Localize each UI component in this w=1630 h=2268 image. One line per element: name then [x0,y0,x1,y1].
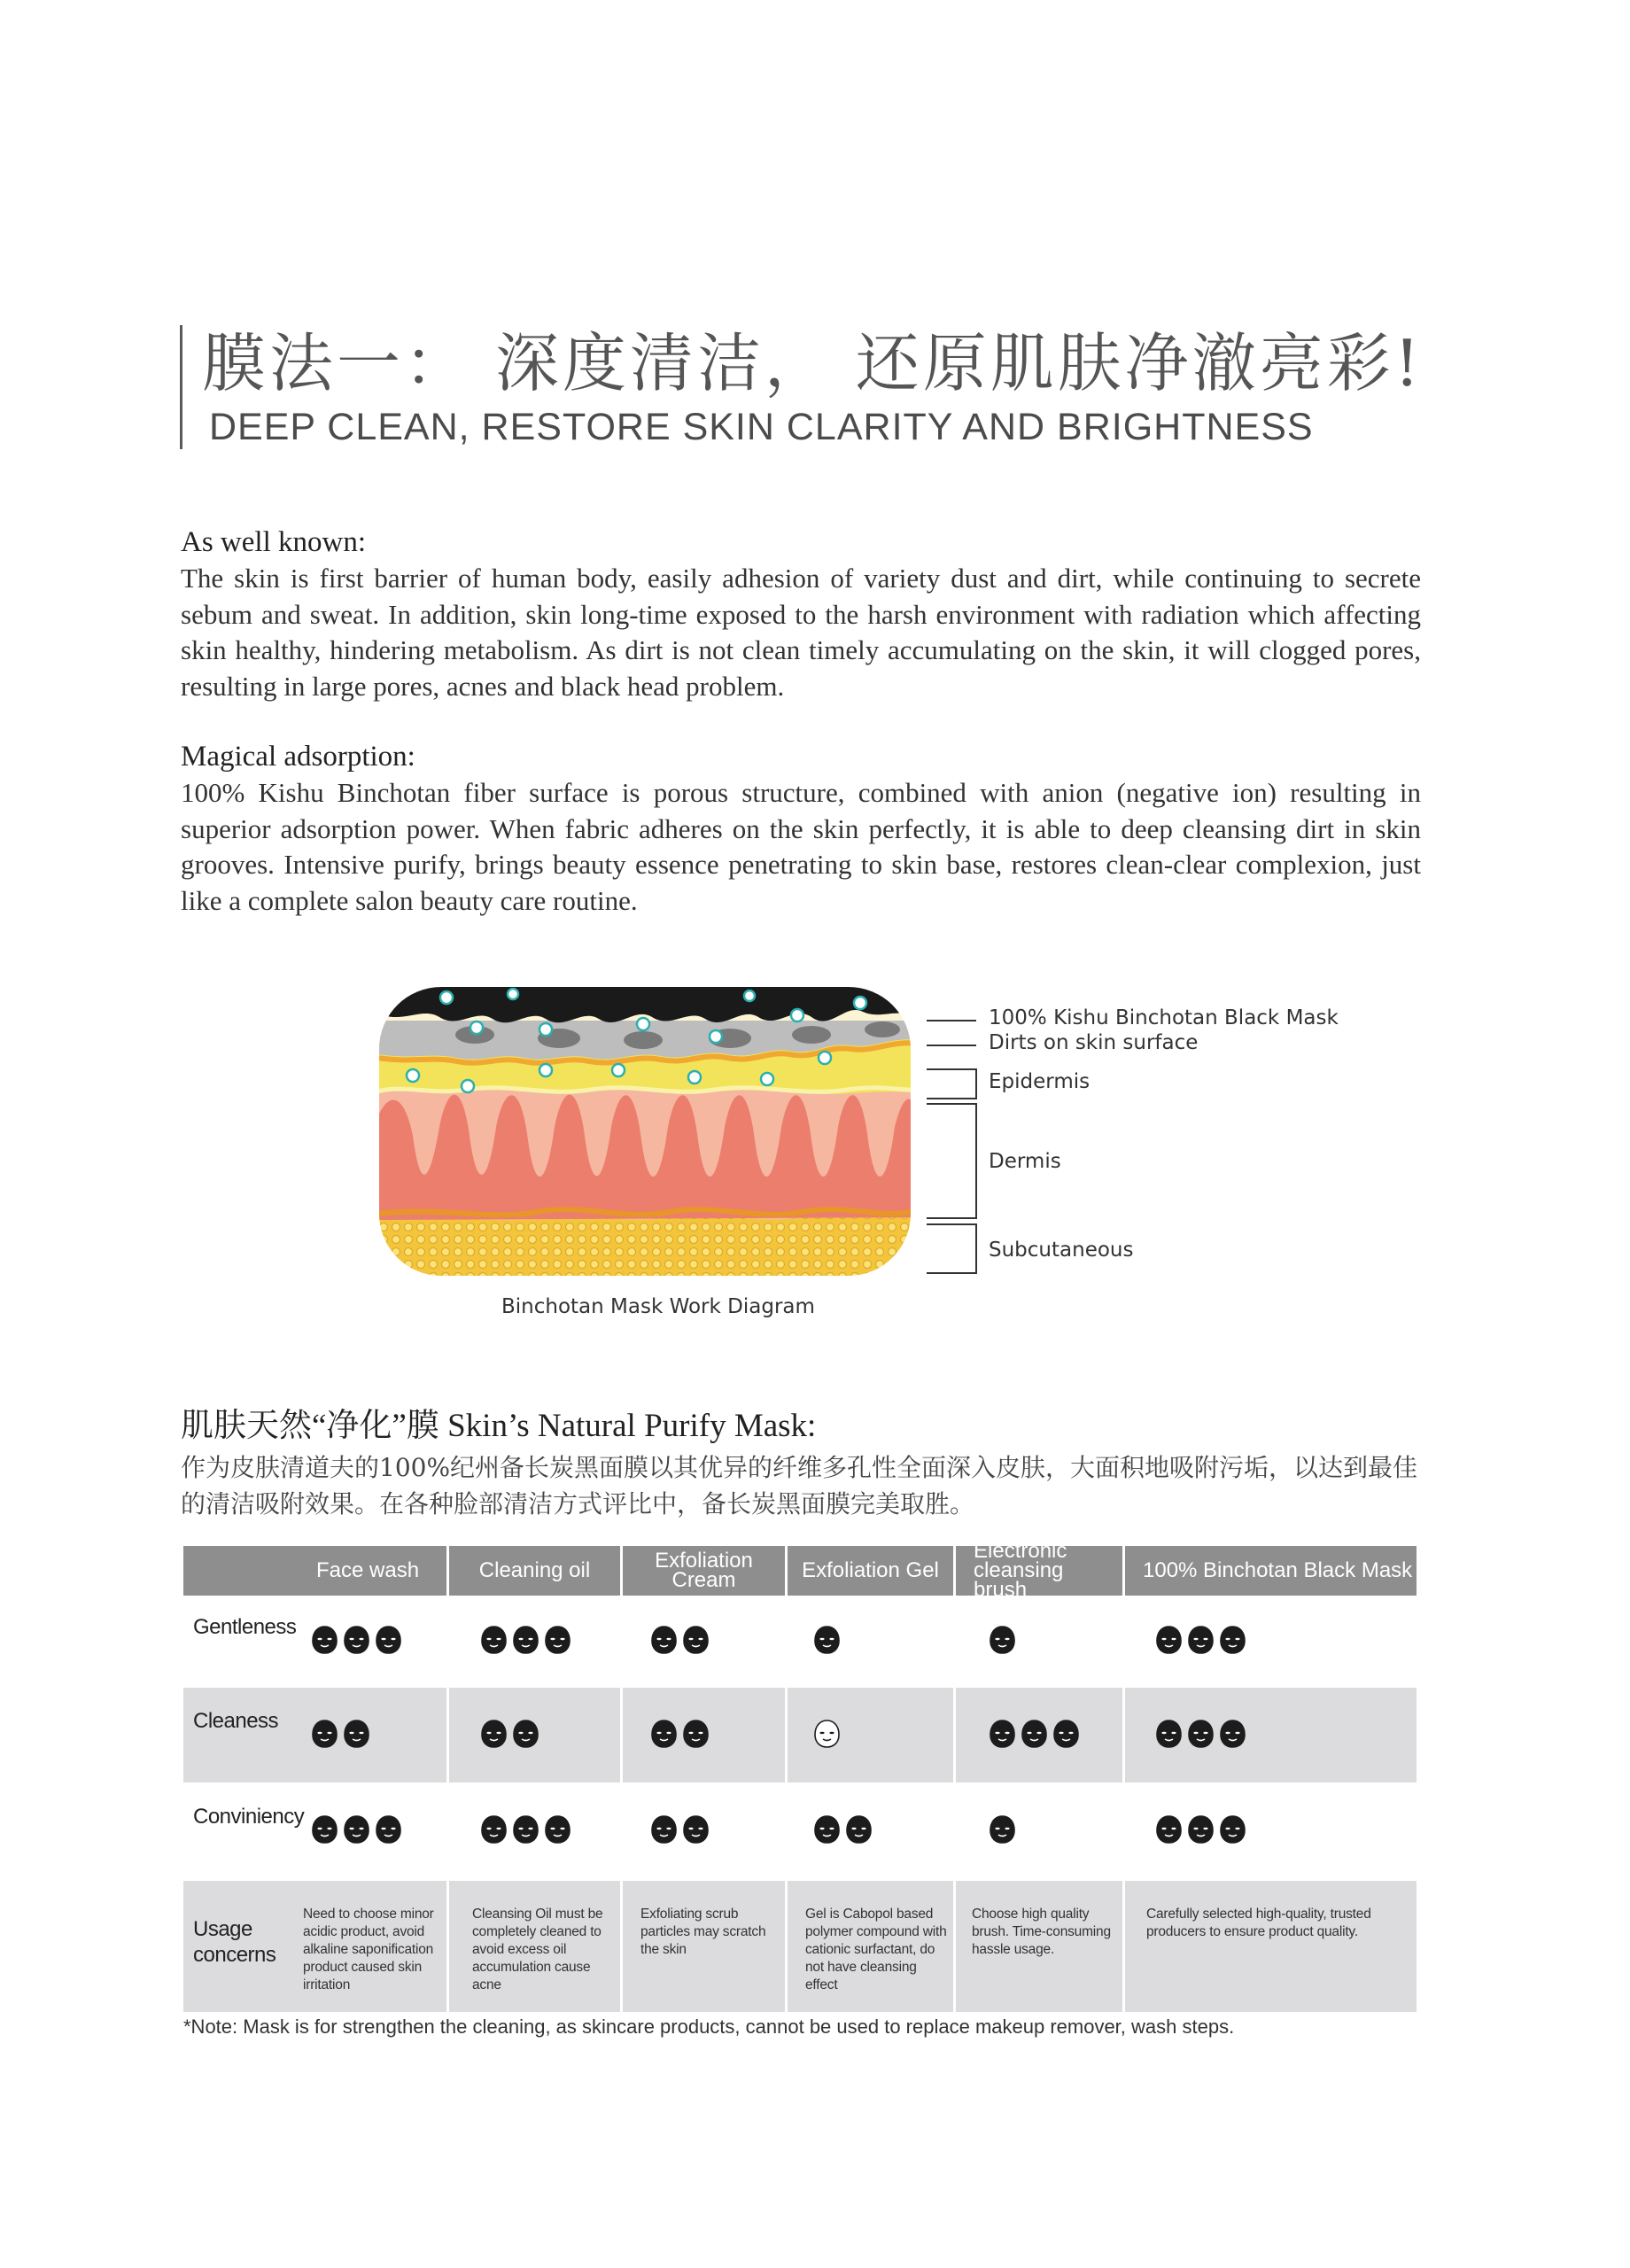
rating-icons [312,1815,401,1844]
black-mask-face-icon [651,1815,677,1844]
row-label: Cleaness [193,1708,279,1733]
label-epidermis: Epidermis [989,1070,1091,1093]
black-mask-face-icon [481,1720,507,1748]
rating-icons [481,1626,570,1654]
rating-icons [814,1626,840,1654]
usage-note: Need to choose minor acidic product, avoid alkaline saponification product caused skin irritation [303,1907,434,1992]
table-cell [956,1785,1122,1877]
black-mask-face-icon [814,1626,840,1654]
black-mask-face-icon [1156,1626,1182,1654]
rating-icons [1156,1626,1246,1654]
black-mask-face-icon [513,1815,539,1844]
black-mask-face-icon [651,1720,677,1748]
row-label-usage: Usage concerns [193,1917,276,1967]
black-mask-face-icon [545,1626,570,1654]
binchotan-diagram [377,985,1339,1340]
usage-note: Cleansing Oil must be completely cleaned to avoid excess oil accumulation cause acne [472,1907,603,1992]
usage-note: Gel is Cabopol based polymer compound with cationic surfactant, do not have cleansing effect [805,1907,947,1992]
black-mask-face-icon [1021,1720,1047,1748]
white-mask-face-icon [814,1720,840,1748]
black-mask-face-icon [814,1815,840,1844]
black-mask-face-icon [513,1720,539,1748]
table-header [183,1539,1417,1602]
diagram-caption: Binchotan Mask Work Diagram [501,1295,815,1318]
title-accent-bar [180,325,182,449]
table-cell [788,1597,953,1685]
black-mask-face-icon [312,1626,338,1654]
rating-icons [1156,1720,1246,1748]
black-mask-face-icon [1156,1815,1182,1844]
black-mask-face-icon [651,1626,677,1654]
row-label: Gentleness [193,1614,297,1639]
table-row [183,1597,1417,1685]
rating-icons [990,1815,1015,1844]
rating-icons [990,1720,1079,1748]
black-mask-face-icon [1188,1626,1214,1654]
rating-icons [651,1815,709,1844]
table-row [183,1688,1417,1783]
rating-icons [651,1720,709,1748]
row-label: Conviniency [193,1805,305,1829]
purify-heading: 肌肤天然“净化”膜 Skin’s Natural Purify Mask: [181,1408,817,1444]
rating-icons [1156,1815,1246,1844]
rating-icons [481,1815,570,1844]
black-mask-face-icon [990,1720,1015,1748]
rating-icons [312,1720,369,1748]
black-mask-face-icon [513,1626,539,1654]
rating-icons [990,1626,1015,1654]
usage-note: Carefully selected high-quality, trusted producers to ensure product quality. [1146,1907,1371,1939]
black-mask-face-icon [344,1626,369,1654]
page-title-zh: 膜法一： 深度清洁， 还原肌肤净澈亮彩! [202,326,1424,400]
table-row-usage [183,1881,1417,2012]
purify-body: 作为皮肤清道夫的100%纪州备长炭黑面膜以其优异的纤维多孔性全面深入皮肤，大面积地吸附污垢，以达到最佳的清洁吸附效果。在各种脸部清洁方式评比中，备长炭黑面膜完美取胜。 [181,1453,1418,1518]
black-mask-face-icon [376,1626,401,1654]
table-cell [1125,1881,1417,2012]
black-mask-face-icon [1188,1720,1214,1748]
black-mask-face-icon [376,1815,401,1844]
table-cell [788,1688,953,1783]
section-body-known: The skin is first barrier of human body, easily adhesion of variety dust and dirt, while continuing to secrete sebum and sweat. In addition, skin long-time exposed to the harsh environment with radiation which affecting skin healthy, hindering metabolism. As dirt is not clean timely accumulating on the skin, it will clogged pores, resulting in large pores, acnes and black head problem. [181,563,1421,702]
section-heading-known: As well known: [181,526,366,558]
rating-icons [481,1720,539,1748]
black-mask-face-icon [1156,1720,1182,1748]
black-mask-face-icon [1220,1815,1246,1844]
black-mask-face-icon [683,1815,709,1844]
black-mask-face-icon [481,1626,507,1654]
footnote: *Note: Mask is for strengthen the cleaning, as skincare products, cannot be used to replace makeup remover, wash steps. [183,2016,1235,2038]
label-dirts: Dirts on skin surface [989,1031,1199,1054]
column-header-4: Electronic cleansing brush [956,1546,1122,1596]
column-header-0: Face wash [183,1546,446,1596]
black-mask-face-icon [683,1626,709,1654]
black-mask-face-icon [1188,1815,1214,1844]
usage-note: Choose high quality brush. Time-consuming hassle usage. [972,1907,1111,1957]
black-mask-face-icon [545,1815,570,1844]
rating-icons [814,1815,872,1844]
table-row [183,1785,1417,1877]
black-mask-face-icon [990,1626,1015,1654]
usage-note: Exfoliating scrub particles may scratch the skin [640,1907,766,1957]
rating-icons [312,1626,401,1654]
table-cell [956,1597,1122,1685]
black-mask-face-icon [344,1815,369,1844]
black-mask-face-icon [481,1815,507,1844]
label-dermis: Dermis [989,1150,1061,1173]
rating-icons [651,1626,709,1654]
page-title-en: DEEP CLEAN, RESTORE SKIN CLARITY AND BRIGHTNESS [209,406,1314,448]
black-mask-face-icon [1220,1720,1246,1748]
label-mask: 100% Kishu Binchotan Black Mask [989,1006,1339,1029]
black-mask-face-icon [846,1815,872,1844]
rating-icons [814,1720,840,1748]
black-mask-face-icon [1053,1720,1079,1748]
black-mask-face-icon [990,1815,1015,1844]
section-body-adsorption: 100% Kishu Binchotan fiber surface is porous structure, combined with anion (negative ion) resulting in superior adsorption power. When fabric adheres on the skin perfectly, it is able to deep cleansing dirt in skin grooves. Intensive purify, brings beauty essence penetrating to skin base, restores clean-clear complexion, just like a complete salon beauty care routine. [181,777,1421,916]
section-heading-adsorption: Magical adsorption: [181,741,415,773]
black-mask-face-icon [312,1720,338,1748]
column-header-5: 100% Binchotan Black Mask [1125,1546,1417,1596]
column-header-1: Cleaning oil [449,1546,620,1596]
label-subcutaneous: Subcutaneous [989,1239,1134,1262]
black-mask-face-icon [683,1720,709,1748]
column-header-3: Exfoliation Gel [788,1546,953,1596]
black-mask-face-icon [1220,1626,1246,1654]
black-mask-face-icon [312,1815,338,1844]
column-header-2: Exfoliation Cream [623,1546,785,1596]
black-mask-face-icon [344,1720,369,1748]
